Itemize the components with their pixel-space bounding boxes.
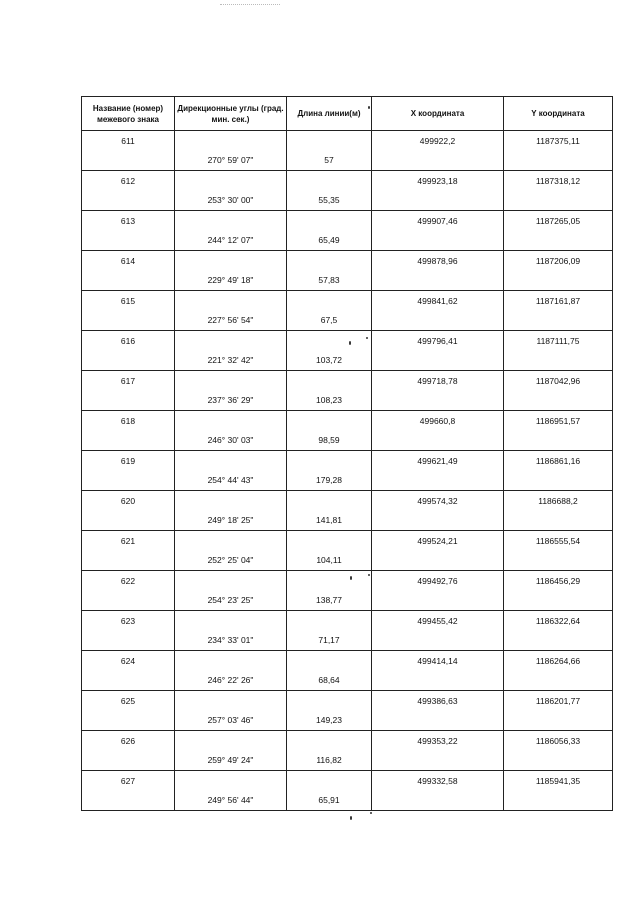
empty-cell: [175, 131, 287, 151]
empty-cell: [287, 691, 372, 711]
y-coordinate: 1186456,29: [504, 571, 613, 591]
table-row: [82, 571, 613, 591]
table-row: [82, 151, 613, 171]
empty-cell: [504, 671, 613, 691]
empty-cell: [175, 731, 287, 751]
y-coordinate: 1186555,54: [504, 531, 613, 551]
y-coordinate: 1186951,57: [504, 411, 613, 431]
table-row: [82, 451, 613, 471]
empty-cell: [372, 471, 504, 491]
table-row: [82, 631, 613, 651]
marker-name: 611: [82, 131, 175, 151]
scan-speck: [370, 812, 372, 814]
empty-cell: [287, 611, 372, 631]
direction-angle: 254° 23' 25": [175, 591, 287, 611]
empty-cell: [504, 471, 613, 491]
empty-cell: [287, 171, 372, 191]
table-row: [82, 771, 613, 791]
empty-cell: [82, 151, 175, 171]
empty-cell: [504, 631, 613, 651]
direction-angle: 257° 03' 46": [175, 711, 287, 731]
direction-angle: 252° 25' 04": [175, 551, 287, 571]
x-coordinate: 499414,14: [372, 651, 504, 671]
x-coordinate: 499907,46: [372, 211, 504, 231]
empty-cell: [287, 651, 372, 671]
empty-cell: [504, 711, 613, 731]
marker-name: 612: [82, 171, 175, 191]
line-length: 104,11: [287, 551, 372, 571]
y-coordinate: 1187375,11: [504, 131, 613, 151]
scan-speck: [349, 341, 351, 345]
table-row: [82, 651, 613, 671]
line-length: 141,81: [287, 511, 372, 531]
direction-angle: 249° 18' 25": [175, 511, 287, 531]
marker-name: 625: [82, 691, 175, 711]
x-coordinate: 499492,76: [372, 571, 504, 591]
empty-cell: [372, 191, 504, 211]
empty-cell: [175, 171, 287, 191]
table-row: [82, 511, 613, 531]
marker-name: 627: [82, 771, 175, 791]
table-row: [82, 711, 613, 731]
table-row: [82, 291, 613, 311]
empty-cell: [504, 391, 613, 411]
direction-angle: 246° 30' 03": [175, 431, 287, 451]
table-row: [82, 551, 613, 571]
marker-name: 621: [82, 531, 175, 551]
scan-speck: [366, 337, 368, 339]
marker-name: 618: [82, 411, 175, 431]
marker-name: 626: [82, 731, 175, 751]
marker-name: 615: [82, 291, 175, 311]
empty-cell: [287, 411, 372, 431]
marker-name: 616: [82, 331, 175, 351]
empty-cell: [372, 671, 504, 691]
empty-cell: [82, 791, 175, 811]
empty-cell: [82, 751, 175, 771]
scan-artifact: [220, 4, 280, 7]
direction-angle: 244° 12' 07": [175, 231, 287, 251]
table-row: [82, 371, 613, 391]
x-coordinate: 499878,96: [372, 251, 504, 271]
empty-cell: [175, 531, 287, 551]
empty-cell: [372, 311, 504, 331]
empty-cell: [175, 571, 287, 591]
line-length: 98,59: [287, 431, 372, 451]
table-row: [82, 351, 613, 371]
table-row: [82, 491, 613, 511]
marker-name: 623: [82, 611, 175, 631]
empty-cell: [287, 491, 372, 511]
empty-cell: [82, 191, 175, 211]
line-length: 116,82: [287, 751, 372, 771]
empty-cell: [82, 231, 175, 251]
x-coordinate: 499660,8: [372, 411, 504, 431]
table-row: [82, 431, 613, 451]
scan-speck: [350, 816, 352, 820]
x-coordinate: 499332,58: [372, 771, 504, 791]
empty-cell: [504, 551, 613, 571]
empty-cell: [175, 291, 287, 311]
line-length: 138,77: [287, 591, 372, 611]
y-coordinate: 1186688,2: [504, 491, 613, 511]
empty-cell: [287, 371, 372, 391]
y-coordinate: 1186264,66: [504, 651, 613, 671]
empty-cell: [175, 491, 287, 511]
table-row: [82, 731, 613, 751]
table-row: [82, 171, 613, 191]
x-coordinate: 499718,78: [372, 371, 504, 391]
empty-cell: [175, 331, 287, 351]
table-row: [82, 331, 613, 351]
empty-cell: [372, 751, 504, 771]
line-length: 108,23: [287, 391, 372, 411]
y-coordinate: 1186861,16: [504, 451, 613, 471]
marker-name: 614: [82, 251, 175, 271]
scan-speck: [368, 106, 370, 109]
empty-cell: [82, 391, 175, 411]
direction-angle: 227° 56' 54": [175, 311, 287, 331]
empty-cell: [82, 711, 175, 731]
empty-cell: [175, 371, 287, 391]
x-coordinate: 499841,62: [372, 291, 504, 311]
line-length: 65,91: [287, 791, 372, 811]
empty-cell: [372, 391, 504, 411]
empty-cell: [82, 351, 175, 371]
x-coordinate: 499524,21: [372, 531, 504, 551]
coordinates-table: [81, 96, 613, 811]
empty-cell: [175, 771, 287, 791]
table-row: [82, 211, 613, 231]
x-coordinate: 499353,22: [372, 731, 504, 751]
empty-cell: [287, 731, 372, 751]
empty-cell: [175, 251, 287, 271]
empty-cell: [287, 331, 372, 351]
table-row: [82, 671, 613, 691]
direction-angle: 246° 22' 26": [175, 671, 287, 691]
empty-cell: [372, 151, 504, 171]
empty-cell: [287, 251, 372, 271]
empty-cell: [372, 631, 504, 651]
x-coordinate: 499923,18: [372, 171, 504, 191]
direction-angle: 229° 49' 18": [175, 271, 287, 291]
header-x-coordinate: X координата: [372, 97, 504, 131]
direction-angle: 221° 32' 42": [175, 351, 287, 371]
table-row: [82, 251, 613, 271]
line-length: 57,83: [287, 271, 372, 291]
empty-cell: [175, 451, 287, 471]
empty-cell: [504, 591, 613, 611]
empty-cell: [372, 351, 504, 371]
empty-cell: [82, 511, 175, 531]
empty-cell: [82, 431, 175, 451]
empty-cell: [372, 791, 504, 811]
table-row: [82, 611, 613, 631]
empty-cell: [287, 451, 372, 471]
table-row: [82, 791, 613, 811]
y-coordinate: 1186201,77: [504, 691, 613, 711]
empty-cell: [504, 431, 613, 451]
y-coordinate: 1187265,05: [504, 211, 613, 231]
empty-cell: [372, 431, 504, 451]
scan-speck: [368, 574, 370, 576]
empty-cell: [175, 611, 287, 631]
empty-cell: [82, 471, 175, 491]
marker-name: 613: [82, 211, 175, 231]
direction-angle: 270° 59' 07": [175, 151, 287, 171]
x-coordinate: 499796,41: [372, 331, 504, 351]
y-coordinate: 1187161,87: [504, 291, 613, 311]
direction-angle: 253° 30' 00": [175, 191, 287, 211]
y-coordinate: 1187111,75: [504, 331, 613, 351]
table-row: [82, 531, 613, 551]
y-coordinate: 1186322,64: [504, 611, 613, 631]
marker-name: 622: [82, 571, 175, 591]
marker-name: 619: [82, 451, 175, 471]
line-length: 65,49: [287, 231, 372, 251]
y-coordinate: 1187318,12: [504, 171, 613, 191]
y-coordinate: 1185941,35: [504, 771, 613, 791]
table-row: [82, 131, 613, 151]
empty-cell: [287, 531, 372, 551]
y-coordinate: 1186056,33: [504, 731, 613, 751]
empty-cell: [504, 311, 613, 331]
empty-cell: [287, 571, 372, 591]
empty-cell: [82, 551, 175, 571]
marker-name: 620: [82, 491, 175, 511]
x-coordinate: 499386,63: [372, 691, 504, 711]
x-coordinate: 499574,32: [372, 491, 504, 511]
direction-angle: 254° 44' 43": [175, 471, 287, 491]
header-line-length: Длина линии(м): [287, 97, 372, 131]
empty-cell: [82, 311, 175, 331]
table-row: [82, 391, 613, 411]
empty-cell: [504, 231, 613, 251]
empty-cell: [82, 591, 175, 611]
empty-cell: [82, 271, 175, 291]
table-row: [82, 411, 613, 431]
empty-cell: [372, 231, 504, 251]
table-row: [82, 231, 613, 251]
direction-angle: 234° 33' 01": [175, 631, 287, 651]
empty-cell: [175, 651, 287, 671]
table-row: [82, 591, 613, 611]
empty-cell: [504, 151, 613, 171]
empty-cell: [504, 271, 613, 291]
table-row: [82, 271, 613, 291]
empty-cell: [504, 191, 613, 211]
empty-cell: [372, 551, 504, 571]
y-coordinate: 1187206,09: [504, 251, 613, 271]
empty-cell: [175, 211, 287, 231]
y-coordinate: 1187042,96: [504, 371, 613, 391]
x-coordinate: 499621,49: [372, 451, 504, 471]
header-y-coordinate: Y координата: [504, 97, 613, 131]
header-direction-angles: Дирекционные углы (град. мин. сек.): [175, 97, 287, 131]
empty-cell: [372, 711, 504, 731]
line-length: 67,5: [287, 311, 372, 331]
empty-cell: [175, 411, 287, 431]
empty-cell: [82, 631, 175, 651]
scan-speck: [350, 576, 352, 580]
table-row: [82, 751, 613, 771]
x-coordinate: 499455,42: [372, 611, 504, 631]
direction-angle: 249° 56' 44": [175, 791, 287, 811]
direction-angle: 259° 49' 24": [175, 751, 287, 771]
table-row: [82, 311, 613, 331]
empty-cell: [287, 131, 372, 151]
empty-cell: [372, 271, 504, 291]
table-row: [82, 691, 613, 711]
empty-cell: [504, 511, 613, 531]
marker-name: 617: [82, 371, 175, 391]
empty-cell: [372, 511, 504, 531]
empty-cell: [175, 691, 287, 711]
empty-cell: [504, 791, 613, 811]
empty-cell: [372, 591, 504, 611]
empty-cell: [82, 671, 175, 691]
line-length: 57: [287, 151, 372, 171]
direction-angle: 237° 36' 29": [175, 391, 287, 411]
table-row: [82, 471, 613, 491]
line-length: 55,35: [287, 191, 372, 211]
line-length: 68,64: [287, 671, 372, 691]
line-length: 179,28: [287, 471, 372, 491]
line-length: 71,17: [287, 631, 372, 651]
empty-cell: [504, 351, 613, 371]
marker-name: 624: [82, 651, 175, 671]
empty-cell: [287, 291, 372, 311]
x-coordinate: 499922,2: [372, 131, 504, 151]
empty-cell: [287, 771, 372, 791]
table-row: [82, 191, 613, 211]
header-marker-name: Название (номер) межевого знака: [82, 97, 175, 131]
line-length: 103,72: [287, 351, 372, 371]
empty-cell: [287, 211, 372, 231]
line-length: 149,23: [287, 711, 372, 731]
table-header-row: [82, 97, 613, 131]
empty-cell: [504, 751, 613, 771]
